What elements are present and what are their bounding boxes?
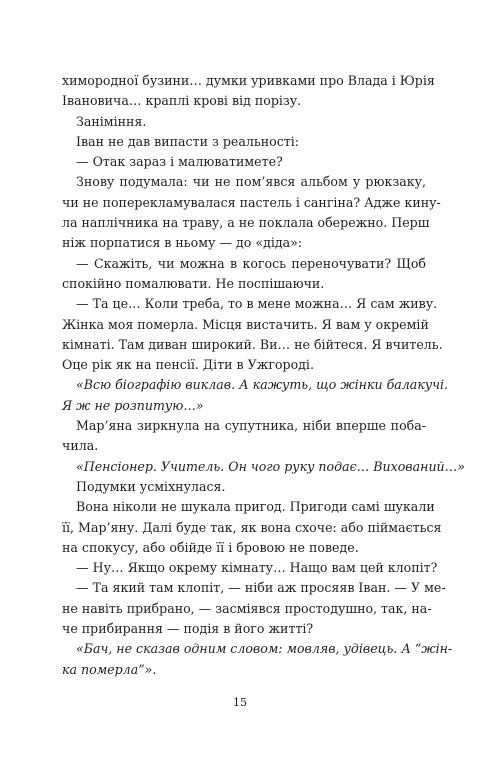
text-line: її, Мар’яну. Далі буде так, як вона схоче: або піймається — [62, 519, 442, 535]
text-line: — Та який там клопіт, — ніби аж просяяв Іван. — У ме- — [76, 580, 446, 596]
text-line: Івановича… краплі крові від порізу. — [62, 93, 302, 109]
text-line: — Отак зараз і малюватимете? — [76, 154, 283, 170]
text-line: Іван не дав випасти з реальності: — [76, 133, 299, 149]
text-line: — Та це… Коли треба, то в мене можна… Я сам живу. — [76, 296, 438, 312]
text-line: ла наплічника на траву, а не поклала обережно. Перш — [62, 215, 430, 231]
text-line: «Бач, не сказав одним словом: мовляв, удівець. А “жін- — [76, 641, 453, 657]
text-line: — Ну… Якщо окрему кімнату… Нащо вам цей клопіт? — [76, 560, 438, 576]
text-line: спокійно помалювати. Не поспішаючи. — [62, 275, 325, 291]
text-line: химородної бузини… думки уривками про Влада і Юрія — [62, 73, 435, 88]
text-line: че прибирання — подія в його житті? — [62, 621, 314, 637]
text-line: Жінка моя померла. Місця вистачить. Я вам у окремій — [62, 316, 429, 332]
text-line: Оце рік як на пенсії. Діти в Ужгороді. — [62, 357, 314, 373]
text-line: — Скажіть, чи можна в когось переночувати? Щоб — [76, 255, 426, 271]
text-line: Знову подумала: чи не пом’явся альбом у рюкзаку, — [76, 174, 426, 190]
text-line: Я ж не розпитую…» — [62, 397, 204, 413]
text-line: не навіть прибрано, — засміявся простодушно, так, на- — [62, 600, 432, 616]
text-line: Подумки усміхнулася. — [76, 478, 226, 494]
text-line: «Всю біографію виклав. А кажуть, що жінки балакучі. — [76, 377, 449, 393]
text-line: «Пенсіонер. Учитель. Он чого руку подає… Вихований…» — [76, 458, 465, 474]
text-line: чила. — [62, 438, 99, 454]
text-line: Мар’яна зиркнула на супутника, ніби вперше поба- — [76, 418, 426, 434]
body-text — [62, 71, 465, 680]
text-line: на спокусу, або обійде її і бровою не поведе. — [62, 539, 359, 555]
text-line: кімнаті. Там диван широкий. Ви… не бійтеся. Я вчитель. — [62, 336, 443, 352]
page-number: 15 — [233, 696, 247, 709]
text-line: ніж порпатися в ньому — до «діда»: — [62, 235, 303, 251]
text-line: ка померла”». — [62, 661, 157, 677]
text-line: Вона ніколи не шукала пригод. Пригоди самі шукали — [76, 499, 435, 515]
text-line: чи не поперекламувалася пастель і сангіна? Адже кину- — [62, 194, 441, 210]
text-line: Заніміння. — [76, 113, 147, 129]
